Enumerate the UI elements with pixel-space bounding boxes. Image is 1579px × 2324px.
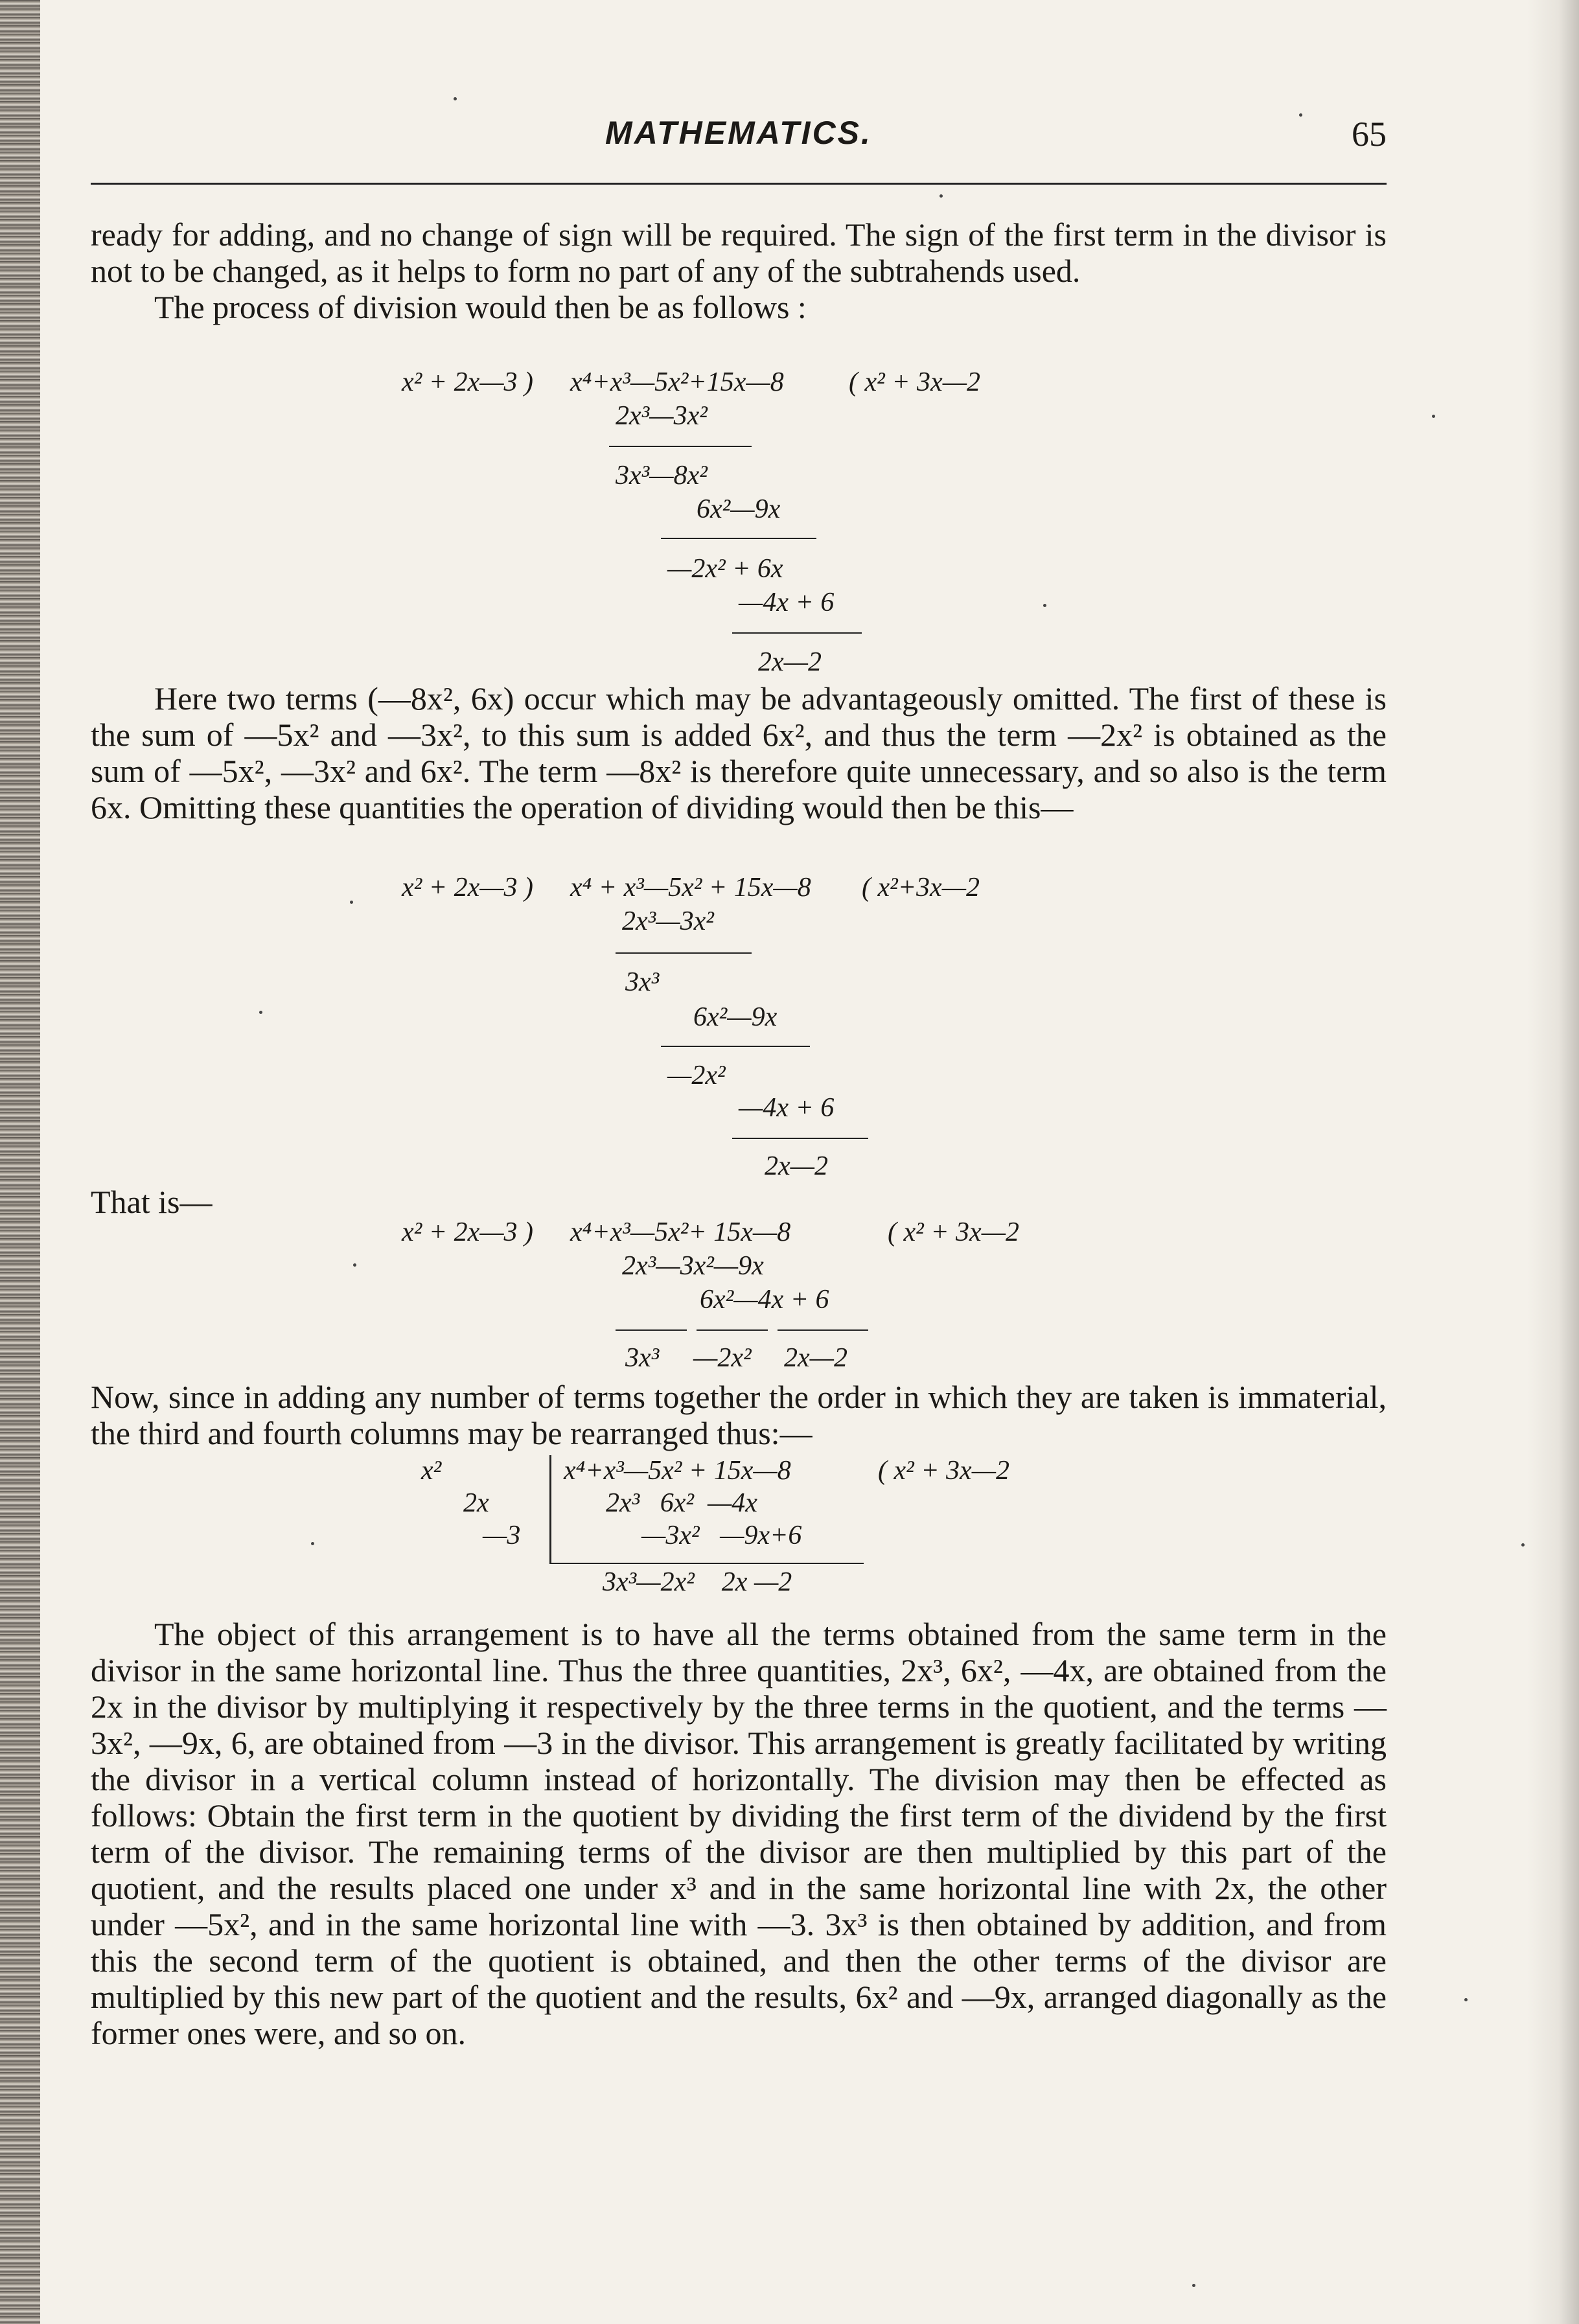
division-4-dividend: x⁴+x³—5x² + 15x—8 (564, 1456, 791, 1486)
division-2-line-2: 3x³ (625, 967, 660, 997)
division-2-line-3: 6x²—9x (693, 1002, 778, 1032)
division-4-result: 3x³—2x² 2x —2 (603, 1567, 792, 1597)
print-speck (939, 194, 943, 198)
page-number: 65 (1352, 115, 1387, 154)
division-1-line-1: 2x³—3x² (616, 401, 708, 431)
paragraph-4-block (91, 1379, 1387, 1451)
paragraph-3-block (91, 680, 1387, 825)
paragraph-4: Now, since in adding any number of terms together the order in which they are taken is immaterial, the third and fourth columns may be rearranged thus:— (91, 1379, 1387, 1451)
page-header (91, 114, 1387, 159)
division-1-rule-1 (609, 446, 752, 447)
paragraph-2: The process of division would then be as follows : (154, 289, 807, 325)
print-speck (1432, 415, 1435, 418)
division-3-row-1: 2x³—3x²—9x (622, 1251, 764, 1281)
paragraph-5-block (91, 1616, 1387, 2051)
division-4-divider-bar (549, 1455, 551, 1563)
division-1-rule-3 (732, 632, 862, 634)
division-2-rule-2 (661, 1046, 810, 1047)
division-4-bottom-rule (549, 1563, 864, 1564)
print-speck (1043, 604, 1046, 607)
print-speck (353, 1263, 356, 1267)
that-is-label: That is— (91, 1184, 213, 1220)
print-speck (1521, 1543, 1525, 1547)
division-1-divisor: x² + 2x—3 ) (402, 367, 534, 397)
print-speck (454, 97, 457, 100)
print-speck (350, 901, 353, 904)
paragraph-5: The object of this arrangement is to have all the terms obtained from the same term in the divisor in the same horizontal line. Thus the three quantities, 2x³, 6x², —4x, are obtained from the 2x in the divisor by multiplying it respectively by the three terms in the quotient, and the terms —3x², —9x, 6, are obtained from —3 in the divisor. This arrangement is greatly facilitated by writing the divisor in a vertical column instead of horizontally. The division may then be effected as follows: Obtain the first term in the quotient by dividing the first term of the dividend by the first term of the divisor. The remaining terms of the divisor are then multiplied by this part of the quotient, and the results placed one under x³ and in the same horizontal line with 2x, the other under —5x², and in the same horizontal line with —3. 3x³ is then obtained by addition, and from this the second term of the quotient is obtained, and then the other terms of the divisor are multiplied by this new part of the quotient and the results, 6x² and —9x, arranged diagonally as the former ones were, and so on. (91, 1616, 1387, 2051)
paragraph-1-block (91, 216, 1387, 325)
division-3-result-2: —2x² (693, 1343, 752, 1373)
print-speck (1299, 113, 1302, 117)
division-3-quotient: ( x² + 3x—2 (888, 1217, 1020, 1247)
paragraph-1: ready for adding, and no change of sign will be required. The sign of the first term in the divisor is not to be changed, as it helps to form no part of any of the subtrahends used. (91, 216, 1387, 289)
division-2-line-1: 2x³—3x² (622, 906, 714, 936)
division-3-rule-1 (616, 1329, 687, 1331)
division-2-line-4: —2x² (667, 1061, 726, 1090)
division-1-line-2: 3x³—8x² (616, 461, 708, 490)
print-speck (311, 1542, 314, 1545)
division-4-divisor-3: —3 (483, 1521, 521, 1550)
division-1-line-6: 2x—2 (758, 647, 822, 677)
division-3-rule-3 (778, 1329, 868, 1331)
division-3-result-1: 3x³ (625, 1343, 660, 1373)
division-2-rule-1 (616, 952, 752, 954)
division-2-line-5: —4x + 6 (739, 1093, 835, 1123)
division-1-quotient: ( x² + 3x—2 (849, 367, 981, 397)
print-speck (1464, 1998, 1468, 2001)
page-shadow-edge (1527, 0, 1579, 2324)
running-head: MATHEMATICS. (605, 115, 872, 151)
division-1-rule-2 (661, 538, 816, 539)
division-2-quotient: ( x²+3x—2 (862, 873, 980, 903)
division-1-line-3: 6x²—9x (697, 494, 781, 524)
division-1-line-5: —4x + 6 (739, 588, 835, 617)
division-4-quotient: ( x² + 3x—2 (878, 1456, 1010, 1486)
division-1-dividend: x⁴+x³—5x²+15x—8 (570, 367, 784, 397)
paragraph-3: Here two terms (—8x², 6x) occur which may be advantageously omitted. The first of these is the sum of —5x² and —3x², to this sum is added 6x², and thus the term —2x² is obtained as the sum of —5x², —3x² and 6x². The term —8x² is therefore quite unnecessary, and so also is the term 6x. Omitting these quantities the operation of dividing would then be this— (91, 680, 1387, 825)
division-2-rule-3 (732, 1138, 868, 1139)
header-rule (91, 183, 1387, 185)
division-2-divisor: x² + 2x—3 ) (402, 873, 534, 903)
print-speck (259, 1011, 262, 1014)
division-4-divisor-2: 2x (463, 1488, 489, 1518)
division-4-row-2: —3x² —9x+6 (641, 1521, 802, 1550)
division-1-line-4: —2x² + 6x (667, 554, 783, 584)
division-3-result-3: 2x—2 (784, 1343, 847, 1373)
division-4-row-1: 2x³ 6x² —4x (606, 1488, 757, 1518)
division-3-dividend: x⁴+x³—5x²+ 15x—8 (570, 1217, 791, 1247)
division-3-rule-2 (697, 1329, 768, 1331)
book-binding-edge (0, 0, 40, 2324)
print-speck (1192, 2284, 1195, 2287)
division-4-divisor-1: x² (421, 1456, 442, 1486)
division-3-divisor: x² + 2x—3 ) (402, 1217, 534, 1247)
division-2-dividend: x⁴ + x³—5x² + 15x—8 (570, 873, 811, 903)
division-2-line-6: 2x—2 (765, 1151, 828, 1181)
division-3-row-2: 6x²—4x + 6 (700, 1285, 829, 1315)
